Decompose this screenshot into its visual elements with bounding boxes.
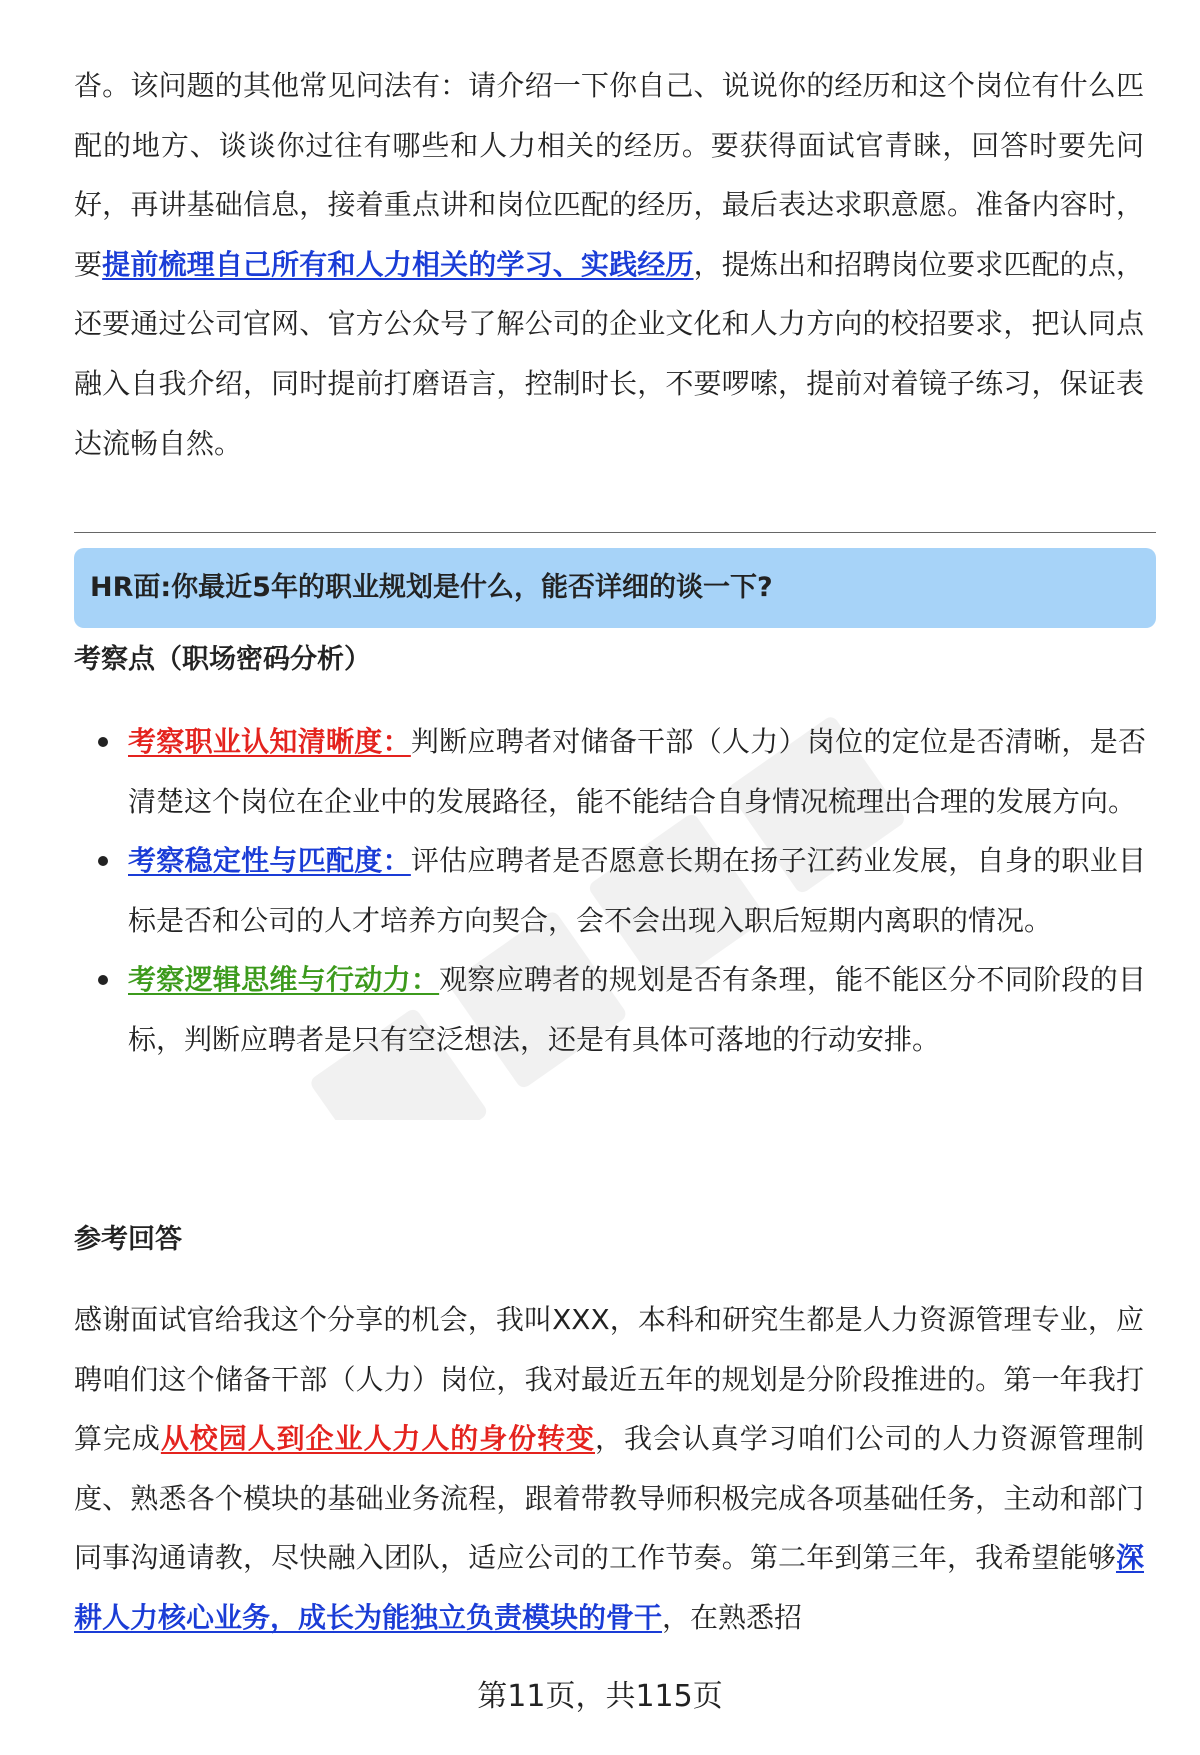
- intro-text-2: ，提炼出和招聘岗位要求匹配的点，还要通过公司官网、官方公众号了解公司的企业文化和人力方向的校招要求，把认同点融入自我介绍，同时提前打磨语言，控制时长，不要啰嗦，提前对着镜子练习，保证表达流畅自然。: [74, 247, 1144, 460]
- answer-paragraph: [74, 1290, 1144, 1650]
- answer-highlight-1: 从校园人到企业人力人的身份转变: [160, 1422, 595, 1456]
- section-divider: [74, 532, 1156, 533]
- analysis-heading: 考察点（职场密码分析）: [74, 644, 371, 675]
- list-item: [74, 831, 1146, 950]
- question-banner: [74, 548, 1156, 628]
- answer-text-2: ，我会认真学习咱们公司的人力资源管理制度、熟悉各个模块的基础业务流程，跟着带教导师积极完成各项基础任务，主动和部门同事沟通请教，尽快融入团队，适应公司的工作节奏。第二年到第三年，我希望能够: [74, 1422, 1144, 1575]
- analysis-text: 观察应聘者的规划是否有条理，能不能区分不同阶段的目标，判断应聘者是只有空泛想法，还是有具体可落地的行动安排。: [128, 963, 1146, 1056]
- bullet-icon: [98, 856, 108, 866]
- page-number: 第11页，共115页: [477, 1679, 723, 1714]
- analysis-list: [74, 712, 1156, 1070]
- analysis-label: 考察逻辑思维与行动力：: [128, 963, 440, 997]
- answer-text-1: 感谢面试官给我这个分享的机会，我叫XXX，本科和研究生都是人力资源管理专业，应聘咱们这个储备干部（人力）岗位，我对最近五年的规划是分阶段推进的。第一年我打算完成: [74, 1303, 1144, 1456]
- bullet-icon: [98, 975, 108, 985]
- intro-highlight: 提前梳理自己所有和人力相关的学习、实践经历: [102, 247, 694, 281]
- bullet-icon: [98, 737, 108, 747]
- list-item: [74, 712, 1146, 831]
- analysis-text: 判断应聘者对储备干部（人力）岗位的定位是否清晰，是否清楚这个岗位在企业中的发展路径，能不能结合自身情况梳理出合理的发展方向。: [128, 725, 1146, 818]
- question-title: HR面:你最近5年的职业规划是什么，能否详细的谈一下?: [90, 572, 773, 603]
- list-item: [74, 950, 1146, 1069]
- answer-text-3: ，在熟悉招: [662, 1600, 803, 1634]
- analysis-label: 考察职业认知清晰度：: [128, 725, 411, 758]
- analysis-label: 考察稳定性与匹配度：: [128, 844, 411, 878]
- answer-heading: 参考回答: [74, 1224, 182, 1255]
- intro-paragraph: [74, 56, 1144, 476]
- answer-highlight-2: 深耕人力核心业务，成长为能独立负责模块的骨干: [74, 1541, 1144, 1634]
- analysis-text: 评估应聘者是否愿意长期在扬子江药业发展，自身的职业目标是否和公司的人才培养方向契合，会不会出现入职后短期内离职的情况。: [128, 844, 1146, 937]
- intro-text-1: 沓。该问题的其他常见问法有：请介绍一下你自己、说说你的经历和这个岗位有什么匹配的地方、谈谈你过往有哪些和人力相关的经历。要获得面试官青睐，回答时要先问好，再讲基础信息，接着重点讲和岗位匹配的经历，最后表达求职意愿。准备内容时，要: [74, 69, 1144, 281]
